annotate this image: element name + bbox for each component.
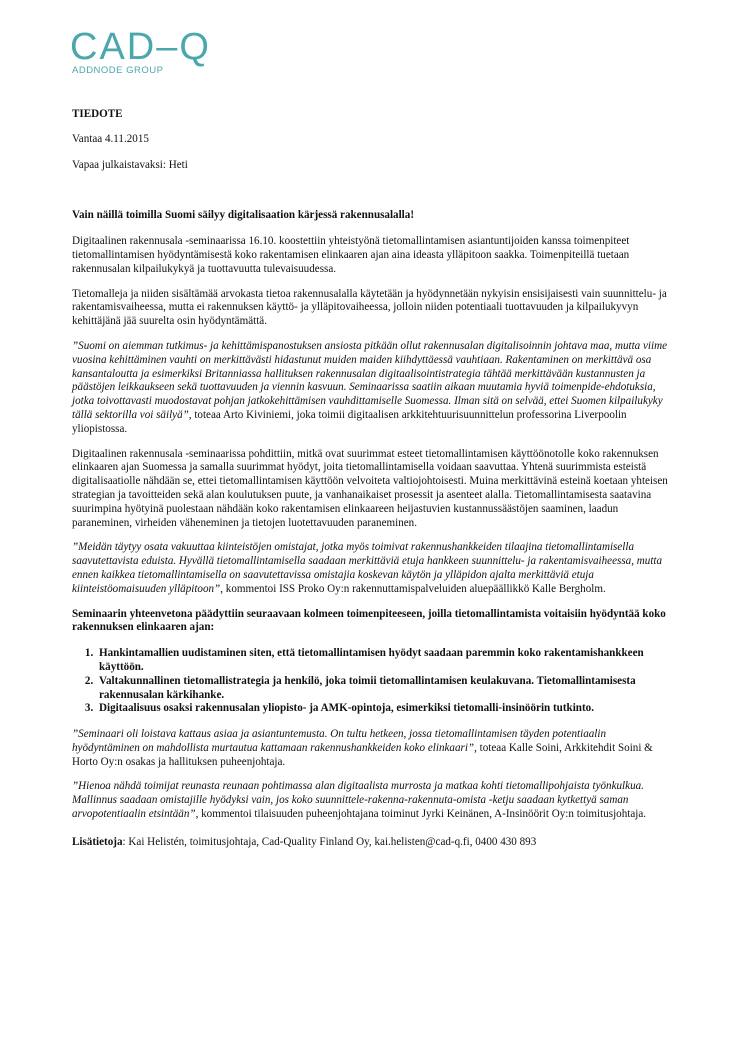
quote-bergholm (72, 541, 676, 596)
action-list (72, 647, 676, 716)
quote-keinanen (72, 780, 676, 821)
list-item: 3. Digitaalisuus osaksi rakennusalan yliopisto- ja AMK-opintoja, esimerkiksi tietomalli-insinöörin tutkinto. (96, 702, 676, 716)
quote-text: ”Seminaari oli loistava kattaus asiaa ja asiantuntemusta. On tultu hetkeen, jossa tietomallintamisen täyden potentiaalin hyödyntäminen on mahdollista murtautua kattamaan rakennushankkeiden koko elinkaari” (72, 728, 607, 754)
document-type-label: TIEDOTE (72, 108, 123, 120)
paragraph-background: Tietomalleja ja niiden sisältämää arvokasta tietoa rakennusalalla käytetään ja hyödynnetään nykyisin ensisijaisesti vain suunnittelu- ja rakentamisvaiheessa, mutta ei rakennuksen käyttö- ja ylläpitovaiheessa, jolloin niiden potentiaali tuottavuuden ja kilpailukyvyn kehittäjänä jää suurelta osin hyödyntämättä. (72, 287, 667, 328)
quote-kiviniemi (72, 340, 676, 437)
list-item: 2. Valtakunnallinen tietomallistrategia ja henkilö, joka toimii tietomallintamisen keulakuvana. Tietomallintamisesta rakennusalan kärkihanke. (96, 675, 676, 703)
paragraph-obstacles: Digitaalinen rakennusala -seminaarissa pohdittiin, mitkä ovat suurimmat esteet tietomallintamisen käyttöönotolle koko rakennuksen elinkaaren ajan Suomessa ja samalla suurimmat hyödyt, joita tietomallintamisella voidaan saavuttaa. Yhtenä suurimmista esteistä digitalisaatiolle nähdään se, ettei tietomallintamisen käyttöön velvoiteta valtiojohtoisesti. Muina merkittävinä esteinä koetaan yhteisen strategian ja tavoitteiden sekä alan koulutuksen puute, ja vanhanaikaiset prosessit ja asenteet alalla. Tietomallintamisesta saatavina suurimpina hyötyinä puolestaan nähdään koko rakentamisen elinkaareen heijastuvien kustannussäästöjen saaminen, laadun paraneminen, virheiden väheneminen ja tietojen luotettavuuden paraneminen. (72, 447, 668, 529)
quote-attribution: , toteaa Kalle Soini, Arkkitehdit Soini & Horto Oy:n osakas ja hallituksen puheenjohtaja. (72, 741, 653, 768)
quote-text: ”Meidän täytyy osata vakuuttaa kiinteistöjen omistajat, jotka myös toimivat rakennushankkeiden tilaajina tietomallintamisella saavutettavista eduista. Hyvällä tietomallintamisella saadaan merkittäviä etuja hankkeen suunnittelu- ja rakentamisvaiheessa, mutta ennen kaikkea tietomallintamisella on saavutettavissa omistajia koskevan käytön ja ylläpidon ajalta merkittäviä etuja kiinteistöomaisuuden ylläpitoon” (72, 541, 663, 595)
logo-subtitle: ADDNODE GROUP (72, 65, 164, 76)
quote-attribution: , toteaa Arto Kiviniemi, joka toimii digitaalisen arkkitehtuurisuunnittelun professorina Liverpoolin yliopistossa. (72, 408, 627, 435)
headline: Vain näillä toimilla Suomi säilyy digitalisaation kärjessä rakennusalalla! (72, 209, 415, 222)
date-line: Vantaa 4.11.2015 (72, 132, 149, 145)
list-item: 1. Hankintamallien uudistaminen siten, että tietomallintamisen hyödyt saadaan paremmin koko rakentamishankkeen käyttöön. (96, 647, 676, 675)
quote-attribution: , kommentoi ISS Proko Oy:n rakennuttamispalveluiden aluepäällikkö Kalle Bergholm. (220, 582, 606, 595)
release-line: Vapaa julkaistavaksi: Heti (72, 158, 188, 171)
summary-heading: Seminaarin yhteenvetona päädyttiin seuraavaan kolmeen toimenpiteeseen, joilla tietomallintamista voitaisiin hyödyntää koko rakennuksen elinkaaren ajan: (72, 607, 666, 634)
contact-label: Lisätietoja (72, 835, 123, 848)
paragraph-intro: Digitaalinen rakennusala -seminaarissa 16.10. koostettiin yhteistyönä tietomallintamisen asiantuntijoiden kanssa toimenpiteet tietomallintamisen hyödyntämisestä koko rakentamisen elinkaaren ajan aina ideasta ylläpitoon saakka. Toimenpiteillä tuetaan rakennusalan kilpailukykyä ja tuottavuutta tulevaisuudessa. (72, 235, 630, 275)
company-logo (70, 28, 211, 76)
quote-attribution: , kommentoi tilaisuuden puheenjohtajana toiminut Jyrki Keinänen, A-Insinöörit Oy:n toimitusjohtaja. (195, 808, 647, 821)
quote-soini (72, 728, 676, 769)
contact-details: : Kai Helistén, toimitusjohtaja, Cad-Quality Finland Oy, kai.helisten@cad-q.fi, 0400 430 893 (122, 835, 537, 848)
contact-info (72, 836, 676, 850)
press-release-body (72, 108, 676, 861)
logo-wordmark: CAD–Q (70, 26, 211, 68)
quote-text: ”Suomi on aiemman tutkimus- ja kehittämispanostuksen ansiosta pitkään ollut rakennusalan digitalisoinnin johtava maa, mutta viime vuosina kehittäminen vauhti on merkittävästi hidastunut muiden maiden kiihdyttäessä vauhtiaan. Rakentaminen on merkittävä osa kansantaloutta ja esimerkiksi Britanniassa hallituksen rakennusalan digitaalisointistrategia tähtää merkittävään kustannusten ja päästöjen leikkaukseen sekä tuottavuuden ja viennin kasvuun. Seminaarissa saatiin aikaan muutamia hyviä toimenpide-ehdotuksia, jotka toivottavasti muodostavat pohjan jatkokehittämisen vauhdittamiselle Suomessa. Ilman sitä on selvää, ettei Suomen kilpailukyky tällä sektorilla voi säilyä” (72, 339, 668, 421)
quote-text: ”Hienoa nähdä toimijat reunasta reunaan pohtimassa alan digitaalista murrosta ja matkaa kohti tietomallipohjaista työnkulkua. Mallinnus saadaan omistajille hyödyksi vain, jos koko suunnittele-rakenna-rakennuta-omista -ketju saadaan kytkettyä saman arvopotentiaalin etsintään” (72, 780, 644, 821)
